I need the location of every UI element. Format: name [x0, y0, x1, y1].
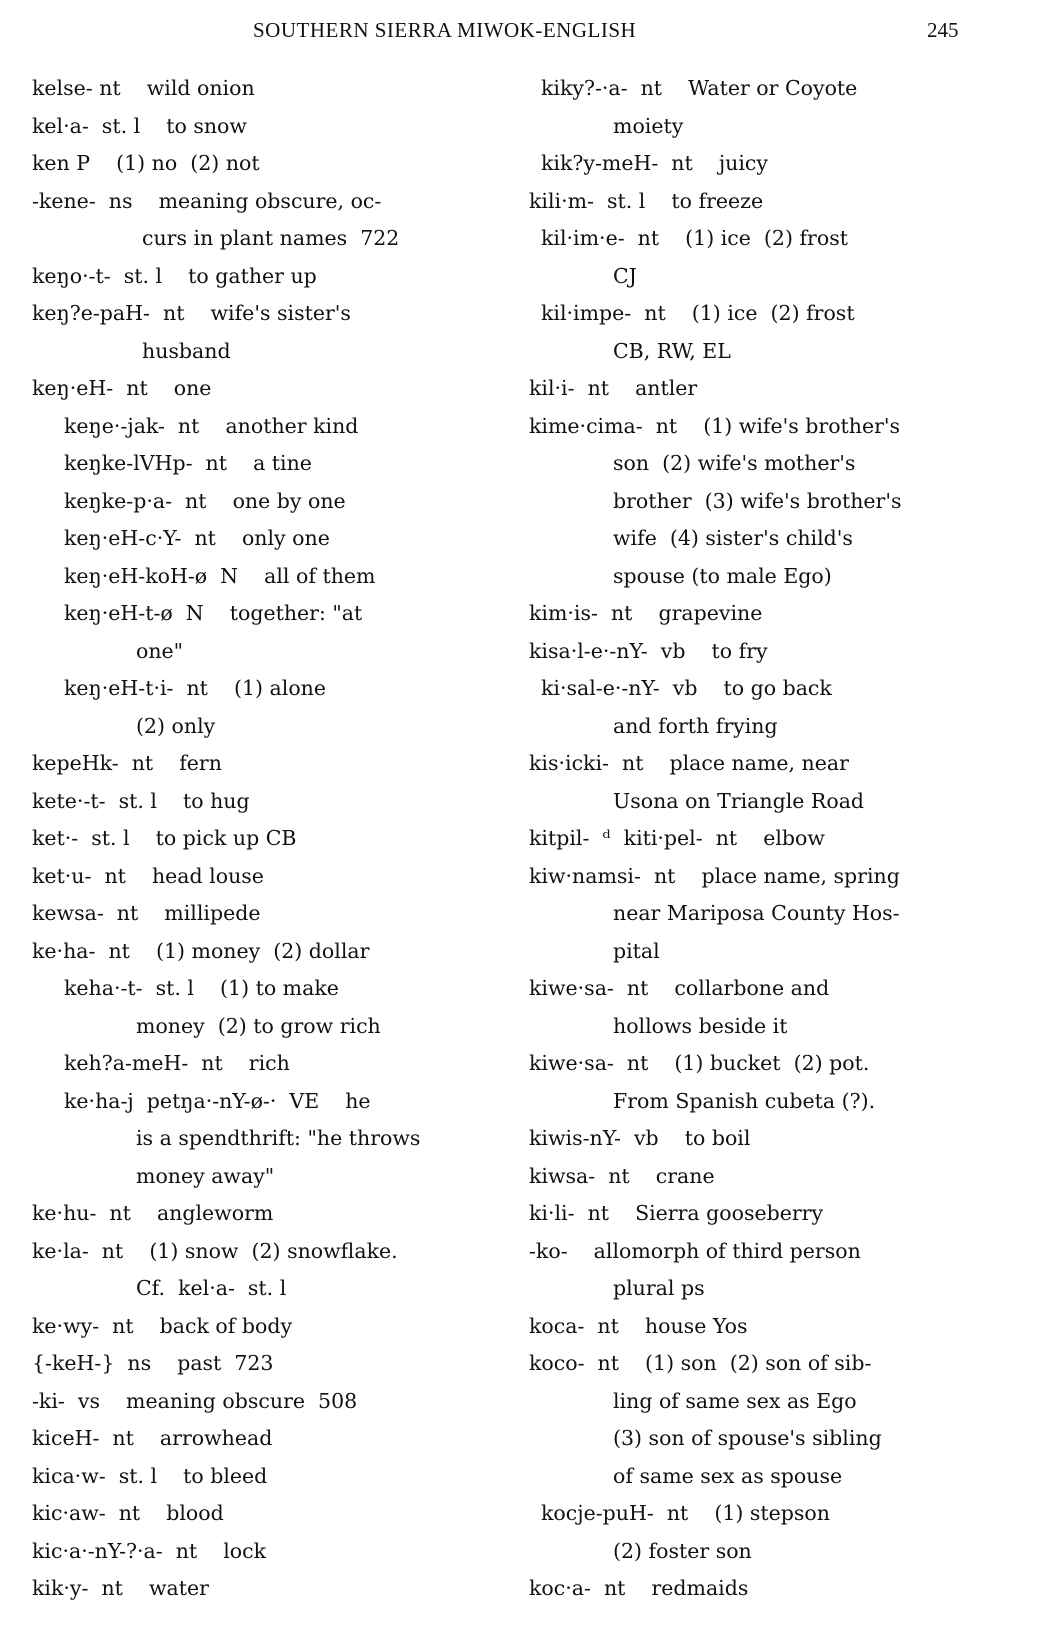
dictionary-line: keŋ·eH-c·Y- nt only one: [64, 526, 330, 550]
dictionary-line: {-keH-} ns past 723: [32, 1351, 274, 1375]
dictionary-line: (2) foster son: [613, 1538, 752, 1563]
dictionary-line: moiety: [613, 113, 684, 138]
page-header: [0, 14, 1041, 46]
dictionary-line: keŋke-p·a- nt one by one: [64, 488, 346, 513]
dictionary-line: ke·ha- nt (1) money (2) dollar: [32, 938, 370, 963]
dictionary-line: is a spendthrift: "he throws: [136, 1126, 421, 1150]
dictionary-line: keha·-t- st. l (1) to make: [64, 976, 339, 1000]
dictionary-line: kel·a- st. l to snow: [32, 113, 247, 138]
dictionary-line: kica·w- st. l to bleed: [32, 1463, 268, 1488]
dictionary-line: money (2) to grow rich: [136, 1013, 381, 1038]
right-column: [529, 70, 1009, 1608]
dictionary-line: Usona on Triangle Road: [613, 788, 865, 813]
dictionary-line: keŋ·eH-koH-ø N all of them: [64, 563, 376, 588]
dictionary-line: ken P (1) no (2) not: [32, 151, 260, 175]
dictionary-line: kik?y-meH- nt juicy: [541, 151, 768, 175]
dictionary-line: hollows beside it: [613, 1013, 788, 1038]
dictionary-line: plural ps: [613, 1276, 705, 1300]
dictionary-line: kiky?-·a- nt Water or Coyote: [541, 76, 858, 100]
dictionary-line: (2) only: [136, 713, 216, 738]
dictionary-line: keŋ·eH- nt one: [32, 376, 212, 400]
dictionary-line: ke·hu- nt angleworm: [32, 1201, 274, 1225]
dictionary-line: kic·a·-nY-?·a- nt lock: [32, 1538, 267, 1563]
dictionary-line: -ko- allomorph of third person: [529, 1238, 861, 1263]
dictionary-line: of same sex as spouse: [613, 1463, 843, 1488]
dictionary-line: kepeHk- nt fern: [32, 751, 222, 775]
dictionary-line: keŋ·eH-t·i- nt (1) alone: [64, 676, 326, 700]
dictionary-line: kil·impe- nt (1) ice (2) frost: [541, 301, 855, 325]
dictionary-line: kitpil- ᵈ kiti·pel- nt elbow: [529, 826, 825, 850]
dictionary-line: kime·cima- nt (1) wife's brother's: [529, 413, 901, 438]
dictionary-line: keh?a-meH- nt rich: [64, 1051, 290, 1075]
dictionary-line: -kene- ns meaning obscure, oc-: [32, 188, 382, 213]
dictionary-line: kiwe·sa- nt (1) bucket (2) pot.: [529, 1051, 870, 1075]
dictionary-line: kili·m- st. l to freeze: [529, 188, 764, 213]
dictionary-line: ling of same sex as Ego: [613, 1388, 857, 1413]
dictionary-line: kic·aw- nt blood: [32, 1501, 224, 1525]
dictionary-line: kiwis-nY- vb to boil: [529, 1126, 751, 1150]
dictionary-line: kiwe·sa- nt collarbone and: [529, 976, 830, 1000]
dictionary-line: ke·wy- nt back of body: [32, 1313, 293, 1338]
dictionary-line: CB, RW, EL: [613, 338, 731, 363]
dictionary-line: wife (4) sister's child's: [613, 526, 853, 550]
dictionary-line: koco- nt (1) son (2) son of sib-: [529, 1351, 872, 1375]
dictionary-line: kis·icki- nt place name, near: [529, 751, 849, 775]
dictionary-line: ki·sal-e·-nY- vb to go back: [541, 676, 832, 700]
dictionary-line: kil·im·e- nt (1) ice (2) frost: [541, 226, 848, 250]
page-number: 245: [927, 18, 959, 42]
dictionary-line: kil·i- nt antler: [529, 376, 698, 400]
dictionary-line: ket·- st. l to pick up CB: [32, 826, 297, 850]
dictionary-line: keŋe·-jak- nt another kind: [64, 413, 359, 438]
dictionary-line: ke·ha-j petŋa·-nY-ø-· VE he: [64, 1088, 371, 1113]
left-column: [32, 70, 507, 1608]
dictionary-line: keŋ·eH-t-ø N together: "at: [64, 601, 363, 625]
dictionary-line: one": [136, 638, 184, 663]
dictionary-line: and forth frying: [613, 713, 778, 738]
dictionary-line: ket·u- nt head louse: [32, 863, 264, 888]
dictionary-line: Cf. kel·a- st. l: [136, 1276, 287, 1300]
dictionary-line: ki·li- nt Sierra gooseberry: [529, 1201, 824, 1225]
dictionary-line: kete·-t- st. l to hug: [32, 788, 250, 813]
dictionary-line: pital: [613, 938, 660, 963]
dictionary-line: curs in plant names 722: [142, 226, 400, 250]
dictionary-line: near Mariposa County Hos-: [613, 901, 900, 925]
dictionary-line: brother (3) wife's brother's: [613, 488, 902, 513]
dictionary-line: kiw·namsi- nt place name, spring: [529, 863, 900, 888]
dictionary-line: From Spanish cubeta (?).: [613, 1088, 876, 1113]
dictionary-line: kik·y- nt water: [32, 1576, 209, 1600]
dictionary-line: kiceH- nt arrowhead: [32, 1426, 273, 1450]
dictionary-line: keŋ?e-paH- nt wife's sister's: [32, 301, 351, 325]
dictionary-line: kim·is- nt grapevine: [529, 601, 763, 625]
dictionary-line: kiwsa- nt crane: [529, 1163, 715, 1188]
dictionary-line: (3) son of spouse's sibling: [613, 1426, 882, 1450]
dictionary-line: kewsa- nt millipede: [32, 901, 261, 925]
dictionary-line: money away": [136, 1163, 275, 1188]
dictionary-line: husband: [142, 338, 231, 363]
dictionary-line: kelse- nt wild onion: [32, 76, 255, 100]
dictionary-line: koc·a- nt redmaids: [529, 1576, 749, 1600]
dictionary-line: keŋo·-t- st. l to gather up: [32, 263, 317, 288]
dictionary-line: koca- nt house Yos: [529, 1313, 748, 1338]
dictionary-line: kisa·l-e·-nY- vb to fry: [529, 638, 768, 663]
dictionary-line: son (2) wife's mother's: [613, 451, 856, 475]
dictionary-line: -ki- vs meaning obscure 508: [32, 1388, 358, 1413]
dictionary-line: ke·la- nt (1) snow (2) snowflake.: [32, 1238, 398, 1263]
dictionary-line: keŋke-lVHp- nt a tine: [64, 451, 312, 475]
dictionary-line: CJ: [613, 263, 637, 288]
dictionary-line: kocje-puH- nt (1) stepson: [541, 1501, 830, 1525]
dictionary-line: spouse (to male Ego): [613, 563, 832, 588]
running-title: SOUTHERN SIERRA MIWOK-ENGLISH: [253, 18, 637, 42]
